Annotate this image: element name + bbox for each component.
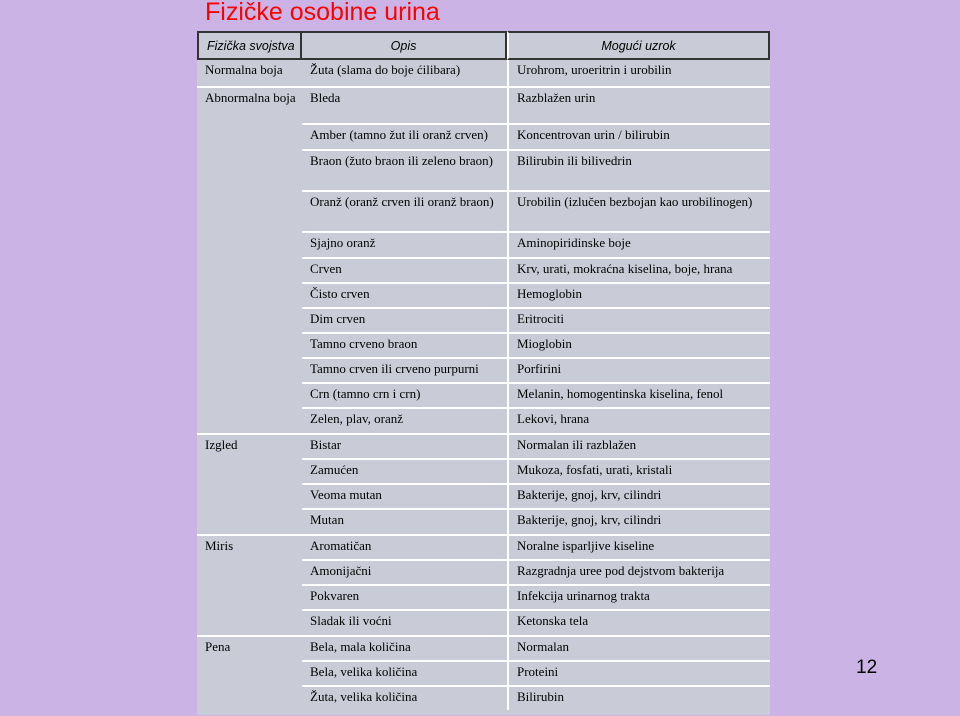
- cell-possible-cause: Proteini: [507, 660, 770, 685]
- table-row: [197, 86, 770, 123]
- cell-possible-cause: Hemoglobin: [507, 282, 770, 307]
- table-row: [197, 534, 770, 559]
- cell-physical-property: Abnormalna boja: [197, 86, 302, 123]
- cell-physical-property: [197, 149, 302, 190]
- table-body: [197, 60, 770, 710]
- cell-possible-cause: Razblažen urin: [507, 86, 770, 123]
- cell-possible-cause: Lekovi, hrana: [507, 407, 770, 433]
- table-row: [197, 357, 770, 382]
- table-row: [197, 282, 770, 307]
- table-row: [197, 231, 770, 257]
- cell-physical-property: [197, 190, 302, 231]
- table-row: [197, 382, 770, 407]
- table-header-row: [197, 31, 770, 60]
- table-row: [197, 190, 770, 231]
- data-table: [197, 31, 770, 710]
- cell-possible-cause: Normalan: [507, 635, 770, 660]
- cell-physical-property: [197, 508, 302, 534]
- cell-description: Zelen, plav, oranž: [302, 407, 507, 433]
- table-row: [197, 685, 770, 710]
- cell-possible-cause: Mioglobin: [507, 332, 770, 357]
- cell-physical-property: [197, 407, 302, 433]
- cell-description: Čisto crven: [302, 282, 507, 307]
- cell-physical-property: [197, 458, 302, 483]
- cell-description: Veoma mutan: [302, 483, 507, 508]
- cell-physical-property: Izgled: [197, 433, 302, 458]
- cell-physical-property: [197, 332, 302, 357]
- cell-possible-cause: Noralne isparljive kiseline: [507, 534, 770, 559]
- table-row: [197, 559, 770, 584]
- table-row: [197, 60, 770, 86]
- table-row: [197, 483, 770, 508]
- cell-description: Žuta, velika količina: [302, 685, 507, 710]
- cell-possible-cause: Infekcija urinarnog trakta: [507, 584, 770, 609]
- cell-physical-property: [197, 231, 302, 257]
- cell-description: Amonijačni: [302, 559, 507, 584]
- cell-description: Žuta (slama do boje ćilibara): [310, 62, 461, 77]
- cell-possible-cause: Melanin, homogentinska kiselina, fenol: [507, 382, 770, 407]
- cell-possible-cause: Bakterije, gnoj, krv, cilindri: [507, 483, 770, 508]
- header-description: Opis: [302, 31, 507, 60]
- table-row: [197, 458, 770, 483]
- cell-physical-property: [197, 357, 302, 382]
- cell-physical-property: Pena: [197, 635, 302, 660]
- table-row: [197, 123, 770, 149]
- page-number: 12: [856, 657, 878, 678]
- cell-possible-cause: Urohrom, uroeritrin i urobilin: [507, 60, 770, 86]
- cell-possible-cause: Eritrociti: [507, 307, 770, 332]
- cell-description: Bela, mala količina: [302, 635, 507, 660]
- cell-description: Sjajno oranž: [302, 231, 507, 257]
- cell-possible-cause: Ketonska tela: [507, 609, 770, 635]
- cell-description: Oranž (oranž crven ili oranž braon): [302, 190, 507, 231]
- cell-description: Tamno crven ili crveno purpurni: [302, 357, 507, 382]
- page-title: Fizičke osobine urina: [205, 0, 440, 26]
- table-row: [197, 149, 770, 190]
- table-row: [197, 433, 770, 458]
- table-row: [197, 257, 770, 282]
- cell-possible-cause: Porfirini: [507, 357, 770, 382]
- cell-description: Bleda: [302, 86, 507, 123]
- cell-description: Crn (tamno crn i crn): [302, 382, 507, 407]
- cell-physical-property: [197, 307, 302, 332]
- cell-physical-property: [197, 559, 302, 584]
- cell-physical-property: [197, 282, 302, 307]
- cell-physical-property: [197, 660, 302, 685]
- cell-description: Bistar: [302, 433, 507, 458]
- cell-description: Zamućen: [302, 458, 507, 483]
- cell-physical-property: Normalna boja: [205, 62, 283, 77]
- cell-physical-property: [197, 483, 302, 508]
- table-row: [197, 609, 770, 635]
- cell-description: Sladak ili voćni: [302, 609, 507, 635]
- cell-physical-property: [197, 584, 302, 609]
- cell-physical-property: Miris: [197, 534, 302, 559]
- cell-description: Pokvaren: [302, 584, 507, 609]
- cell-description: Crven: [302, 257, 507, 282]
- cell-possible-cause: Razgradnja uree pod dejstvom bakterija: [507, 559, 770, 584]
- cell-description: Bela, velika količina: [302, 660, 507, 685]
- cell-physical-property: [197, 257, 302, 282]
- cell-description: Amber (tamno žut ili oranž crven): [302, 123, 507, 149]
- cell-description: Dim crven: [302, 307, 507, 332]
- cell-possible-cause: Koncentrovan urin / bilirubin: [507, 123, 770, 149]
- cell-possible-cause: Urobilin (izlučen bezbojan kao urobilinogen): [507, 190, 770, 231]
- cell-physical-property: [197, 609, 302, 635]
- header-possible-cause: Mogući uzrok: [507, 31, 770, 60]
- cell-possible-cause: Aminopiridinske boje: [507, 231, 770, 257]
- cell-description: Tamno crveno braon: [302, 332, 507, 357]
- cell-possible-cause: Bilirubin: [507, 685, 770, 710]
- cell-possible-cause: Bakterije, gnoj, krv, cilindri: [507, 508, 770, 534]
- cell-possible-cause: Krv, urati, mokraćna kiselina, boje, hrana: [507, 257, 770, 282]
- table-row: [197, 508, 770, 534]
- cell-description: Aromatičan: [302, 534, 507, 559]
- cell-possible-cause: Bilirubin ili bilivedrin: [507, 149, 770, 190]
- cell-physical-property: [197, 382, 302, 407]
- header-physical-properties: Fizička svojstva: [197, 31, 302, 60]
- cell-possible-cause: Normalan ili razblažen: [507, 433, 770, 458]
- cell-possible-cause: Mukoza, fosfati, urati, kristali: [507, 458, 770, 483]
- table-row: [197, 660, 770, 685]
- table-row: [197, 407, 770, 433]
- table-row: [197, 307, 770, 332]
- cell-description: Braon (žuto braon ili zeleno braon): [302, 149, 507, 190]
- table-row: [197, 635, 770, 660]
- cell-physical-property: [197, 685, 302, 710]
- urine-properties-table: [197, 31, 770, 715]
- table-row: [197, 332, 770, 357]
- cell-physical-property: [197, 123, 302, 149]
- cell-description: Mutan: [302, 508, 507, 534]
- table-row: [197, 584, 770, 609]
